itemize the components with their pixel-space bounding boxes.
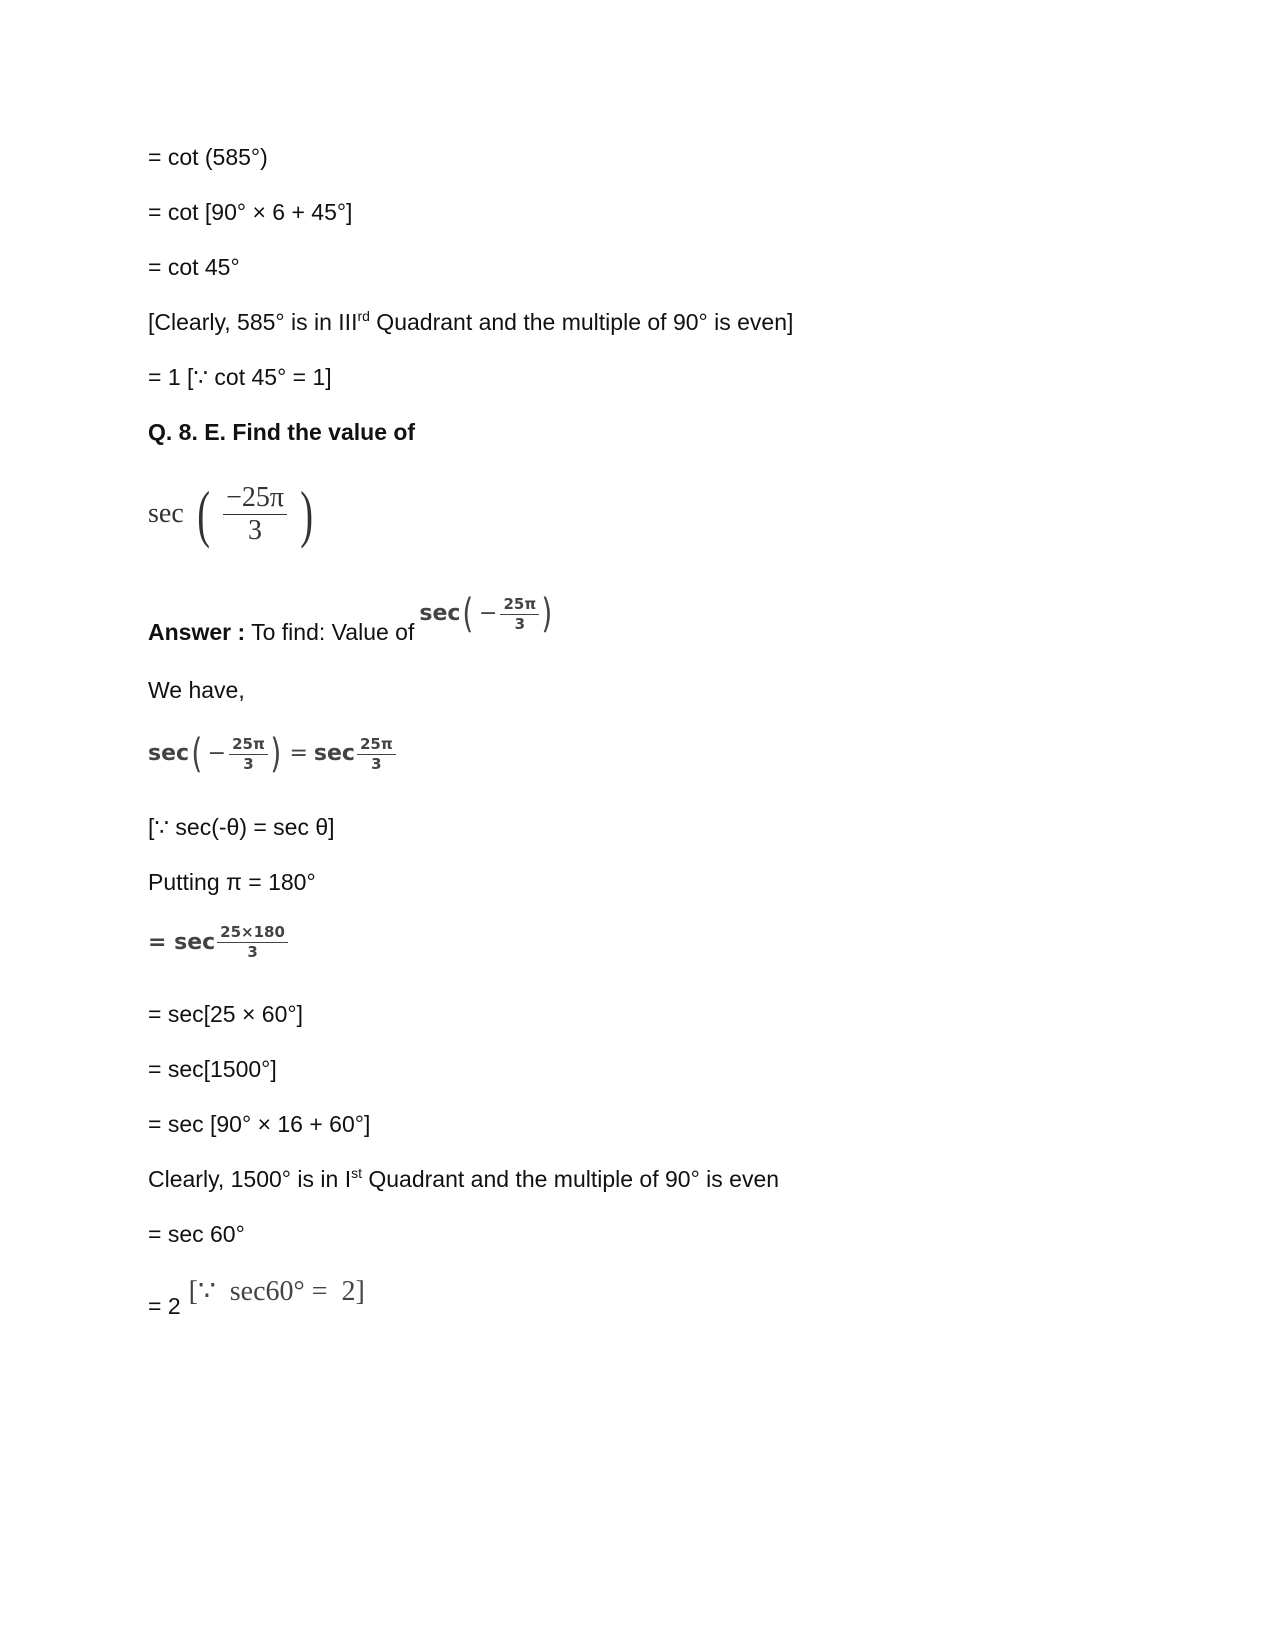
fraction-denominator: 3 [243, 754, 254, 773]
quadrant-note-text: [Clearly, 585° is in III [148, 309, 358, 335]
sec-function: sec [419, 601, 461, 626]
sec-function: sec [148, 498, 184, 529]
fraction-denominator: 3 [247, 943, 258, 961]
right-paren: ) [541, 591, 553, 637]
final-value: = 2 [148, 1293, 181, 1319]
degree-fraction [217, 925, 288, 960]
quadrant-note-1 [148, 308, 794, 335]
fraction-numerator: 25π [500, 597, 539, 615]
question-heading: Q. 8. E. Find the value of [148, 419, 416, 445]
answer-label: Answer : [148, 619, 246, 645]
even-function-equation [148, 731, 396, 777]
right-paren: ) [270, 731, 282, 777]
sec-function: sec [313, 741, 355, 766]
identity-note: [∵ sec(-θ) = sec θ] [148, 814, 335, 840]
substitution-note: Putting π = 180° [148, 869, 316, 895]
step-cot-expansion: = cot [90° × 6 + 45°] [148, 199, 353, 225]
fraction-denominator: 3 [248, 514, 263, 546]
rhs-fraction [357, 734, 396, 773]
answer-fraction [500, 594, 539, 633]
fraction-denominator: 3 [371, 754, 382, 773]
fraction-numerator: 25π [229, 737, 268, 755]
step-sec-expansion: = sec [90° × 16 + 60°] [148, 1111, 371, 1137]
fraction-numerator: 25×180 [217, 925, 288, 943]
degree-substitution [148, 925, 288, 960]
fraction-numerator: 25π [357, 737, 396, 755]
equals-sec: = sec [148, 929, 216, 955]
fraction-denominator: 3 [514, 614, 526, 633]
equals-sign: = [289, 741, 308, 766]
ordinal-superscript: st [351, 1165, 362, 1181]
step-result-1: = 1 [∵ cot 45° = 1] [148, 364, 332, 390]
answer-expression [419, 591, 554, 637]
step-cot-45: = cot 45° [148, 254, 240, 280]
minus-sign: − [207, 741, 227, 766]
answer-text: To find: Value of [245, 619, 415, 645]
step-sec-1500: = sec[1500°] [148, 1056, 277, 1082]
left-paren: ( [462, 591, 474, 637]
left-paren: ( [197, 478, 210, 549]
question-expression [148, 478, 317, 549]
right-paren: ) [300, 478, 314, 549]
quadrant-note-text: Quadrant and the multiple of 90° is even] [369, 309, 794, 335]
final-justification: [∵ sec60° = 2] [188, 1276, 365, 1307]
quadrant-note-2 [148, 1165, 780, 1192]
quadrant-note-text: Quadrant and the multiple of 90° is even [361, 1166, 780, 1192]
minus-sign: − [479, 601, 498, 626]
answer-line [148, 591, 555, 645]
we-have-line: We have, [148, 677, 245, 703]
final-answer [148, 1278, 365, 1318]
ordinal-superscript: rd [357, 308, 370, 324]
sec-function: sec [148, 741, 190, 766]
step-sec-60: = sec 60° [148, 1221, 245, 1247]
left-paren: ( [191, 731, 203, 777]
lhs-fraction [229, 734, 268, 773]
quadrant-note-text: Clearly, 1500° is in I [148, 1166, 352, 1192]
step-sec-25x60: = sec[25 × 60°] [148, 1001, 303, 1027]
fraction-numerator: −25π [223, 484, 287, 515]
question-fraction [223, 481, 287, 546]
step-cot-585: = cot (585°) [148, 144, 268, 170]
